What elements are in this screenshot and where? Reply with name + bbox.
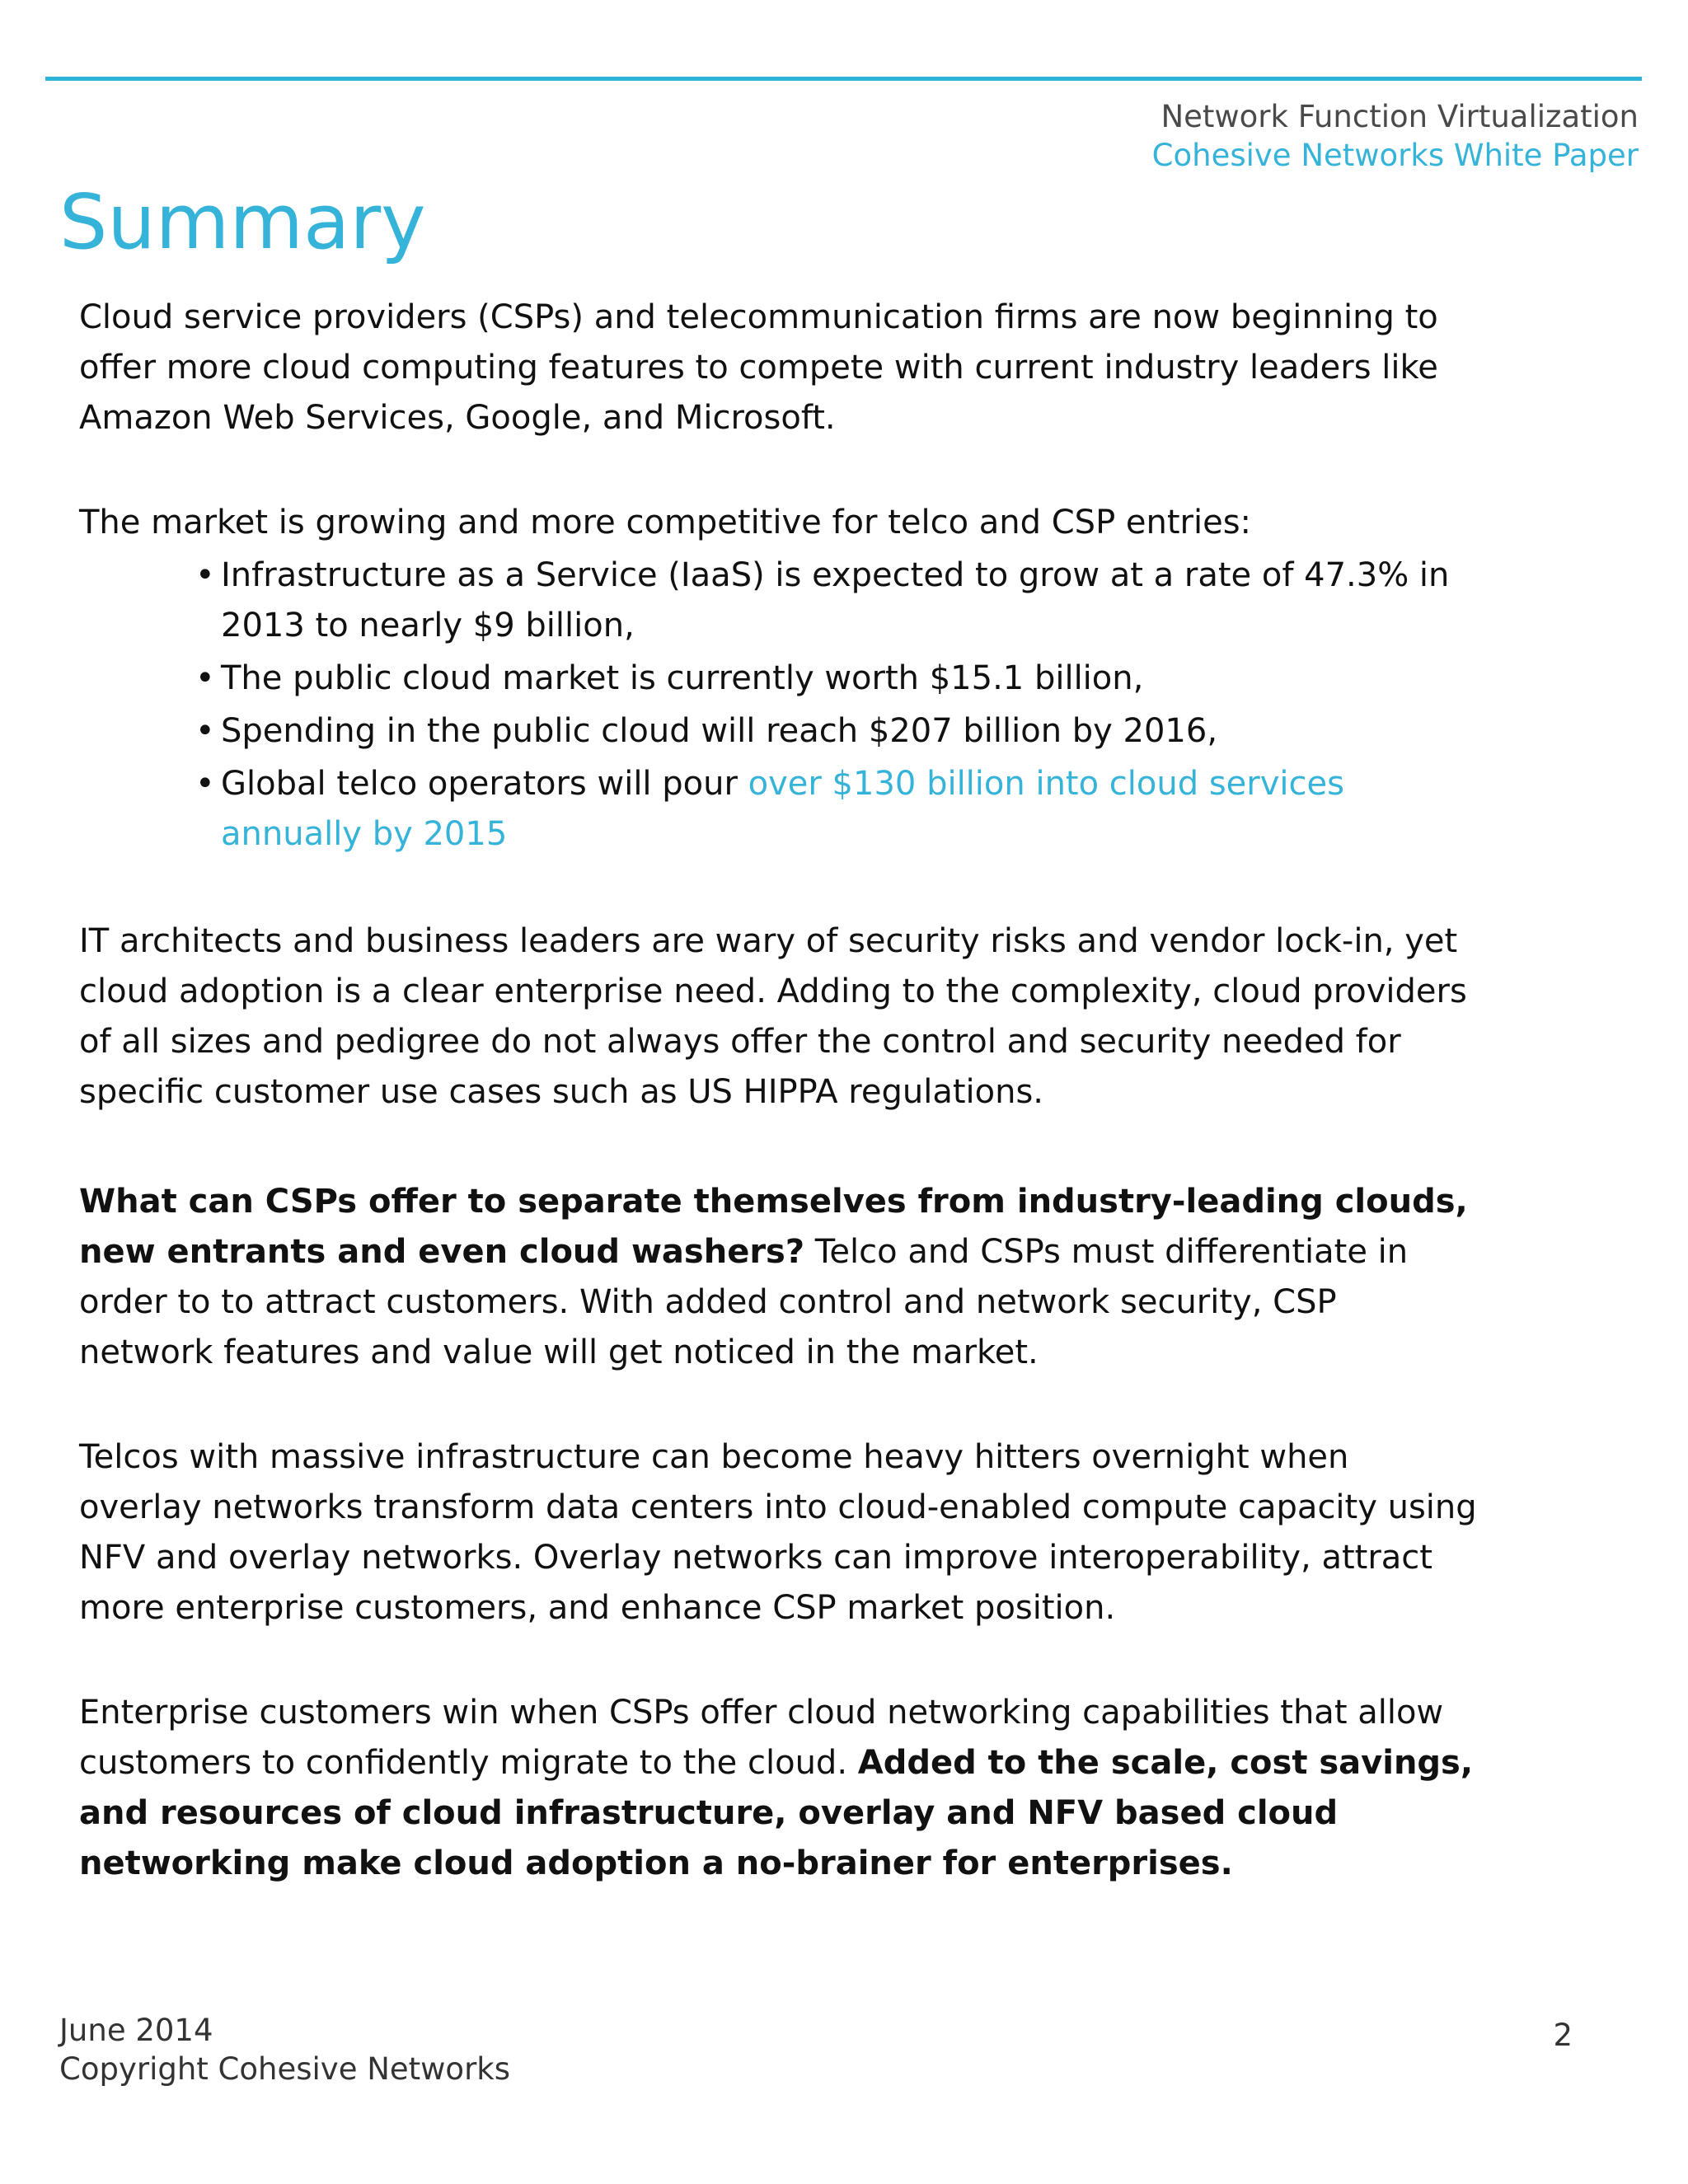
header-doc-type: Cohesive Networks White Paper	[1151, 138, 1639, 173]
list-item	[200, 759, 1480, 860]
intro-paragraph: Cloud service providers (CSPs) and telecommunication firms are now beginning to offer more cloud computing features to compete with current industry leaders like Amazon Web Services, Google, and Microsoft.	[79, 298, 1438, 437]
footer-copyright: Copyright Cohesive Networks	[59, 2051, 510, 2087]
enterprise-paragraph	[79, 1688, 1480, 1889]
market-bullets	[79, 551, 1480, 860]
footer-date: June 2014	[59, 2013, 213, 2048]
header-subject: Network Function Virtualization	[1160, 99, 1639, 134]
it-architects-paragraph: IT architects and business leaders are wary of security risks and vendor lock-in, yet cloud adoption is a clear enterprise need. Adding to the complexity, cloud providers of all sizes and pedigree do not always offer the control and security needed for specific customer use cases such as US HIPPA regulations.	[79, 922, 1467, 1111]
list-item: • The public cloud market is currently worth $15.1 billion,	[200, 654, 1480, 704]
list-item: • Spending in the public cloud will reach $207 billion by 2016,	[200, 706, 1480, 757]
csp-question-paragraph	[79, 1177, 1480, 1378]
document-header	[1152, 97, 1639, 175]
csp-answer: Telco and CSPs must differentiate in order to to attract customers. With added control and network security, CSP network features and value will get noticed in the market.	[79, 1233, 1409, 1371]
csp-question: What can CSPs offer to separate themselves from industry-leading clouds, new entrants and even cloud washers?	[79, 1183, 1468, 1271]
market-lead: The market is growing and more competitive for telco and CSP entries:	[79, 504, 1252, 541]
summary-body	[79, 293, 1480, 1889]
list-item: • Infrastructure as a Service (IaaS) is expected to grow at a rate of 47.3% in 2013 to nearly $9 billion,	[200, 551, 1480, 651]
bullet-prefix: Global telco operators will pour	[221, 765, 748, 803]
enterprise-text: Enterprise customers win when CSPs offer cloud networking capabilities that allow customers to confidently migrate to the cloud.	[79, 1694, 1444, 1782]
page-number: 2	[1553, 2018, 1573, 2053]
footer	[59, 2011, 510, 2088]
header-rule	[45, 77, 1642, 81]
telco-spending-link[interactable]: over $130 billion into cloud services annually by 2015	[221, 765, 1344, 853]
page-title: Summary	[59, 178, 426, 266]
enterprise-conclusion: Added to the scale, cost savings, and resources of cloud infrastructure, overlay and NFV based cloud networking make cloud adoption a no-brainer for enterprises.	[79, 1744, 1474, 1882]
telcos-paragraph: Telcos with massive infrastructure can become heavy hitters overnight when overlay networks transform data centers into cloud-enabled compute capacity using NFV and overlay networks. Overlay networks can improve interoperability, attract more enterprise customers, and enhance CSP market position.	[79, 1438, 1477, 1627]
